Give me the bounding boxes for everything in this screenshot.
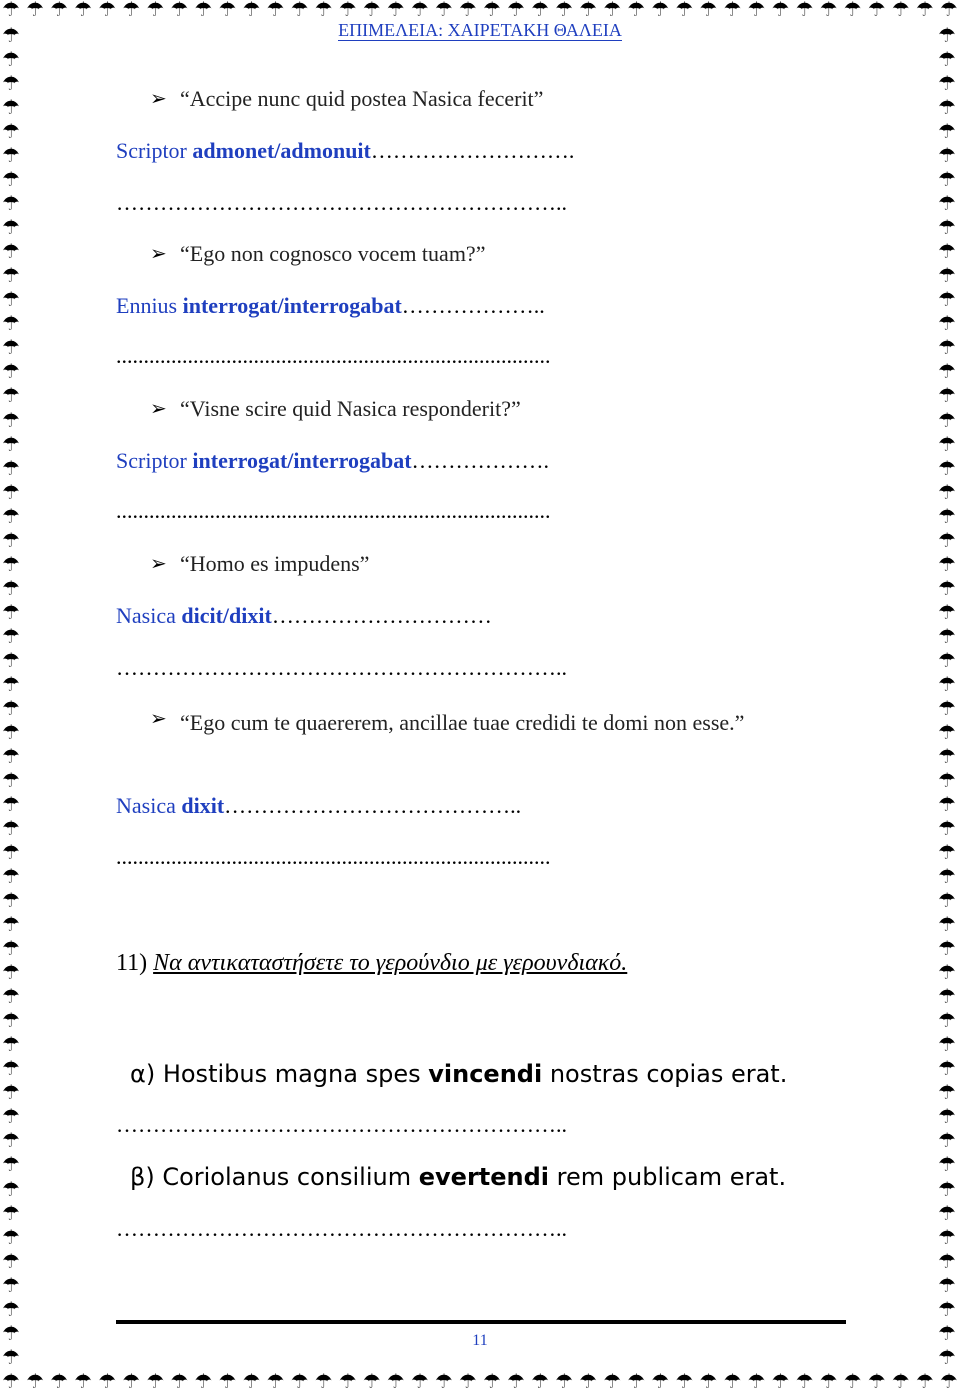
umbrella-icon: ☂ [938, 721, 956, 744]
umbrella-icon: ☂ [2, 649, 20, 672]
umbrella-icon: ☂ [938, 625, 956, 648]
umbrella-icon: ☂ [627, 1371, 646, 1393]
umbrella-icon: ☂ [410, 0, 429, 21]
umbrella-icon: ☂ [314, 1371, 333, 1393]
umbrella-icon: ☂ [938, 794, 956, 816]
umbrella-icon: ☂ [938, 697, 956, 720]
umbrella-icon: ☂ [2, 1250, 20, 1273]
umbrella-icon: ☂ [482, 0, 501, 21]
umbrella-icon: ☂ [938, 601, 956, 624]
umbrella-icon: ☂ [938, 145, 956, 168]
answer-line-1 [116, 138, 574, 164]
umbrella-icon: ☂ [699, 0, 718, 21]
umbrella-icon: ☂ [2, 986, 20, 1009]
fill-line-5: ............................................................................... [116, 844, 551, 869]
umbrella-icon: ☂ [242, 0, 261, 21]
fill-line-b: …………………………………………………….. [116, 1216, 567, 1241]
umbrella-icon: ☂ [290, 1371, 309, 1393]
umbrella-icon: ☂ [843, 1371, 862, 1393]
umbrella-icon: ☂ [410, 1371, 429, 1393]
verb: admonet/admonuit [192, 138, 371, 163]
umbrella-icon: ☂ [915, 0, 934, 21]
umbrella-icon: ☂ [938, 745, 956, 768]
umbrella-icon: ☂ [651, 1371, 670, 1393]
fill-dots: ……………….. [401, 293, 545, 318]
umbrella-icon: ☂ [938, 1250, 956, 1273]
umbrella-icon: ☂ [2, 1154, 20, 1177]
fill-dots: ………………………………….. [224, 793, 522, 818]
umbrella-icon: ☂ [2, 1298, 20, 1321]
umbrella-icon: ☂ [938, 649, 956, 672]
verb: interrogat/interrogabat [192, 448, 412, 473]
umbrella-icon: ☂ [146, 1371, 165, 1393]
footer-rule [116, 1320, 846, 1324]
section-instruction: Να αντικαταστήσετε το γερούνδιο με γερουνδιακό. [153, 950, 628, 976]
umbrella-icon: ☂ [938, 1322, 956, 1345]
item-gerund: evertendi [418, 1163, 550, 1191]
umbrella-icon: ☂ [2, 745, 20, 768]
umbrella-icon: ☂ [938, 914, 956, 937]
umbrella-icon: ☂ [915, 1371, 934, 1393]
fill-dots: ………………. [411, 448, 550, 473]
umbrella-icon: ☂ [938, 818, 956, 841]
umbrella-icon: ☂ [938, 986, 956, 1009]
umbrella-icon: ☂ [362, 1371, 381, 1393]
fill-line-2: ............................................................................... [116, 343, 551, 368]
umbrella-icon: ☂ [843, 0, 862, 21]
umbrella-icon: ☂ [2, 73, 20, 96]
umbrella-icon: ☂ [938, 241, 956, 264]
umbrella-icon: ☂ [555, 0, 574, 21]
umbrella-icon: ☂ [795, 0, 814, 21]
umbrella-icon: ☂ [2, 1274, 20, 1297]
subject: Scriptor [116, 448, 187, 473]
item-b [130, 1163, 786, 1191]
umbrella-icon: ☂ [2, 1130, 20, 1153]
umbrella-icon: ☂ [194, 0, 213, 21]
umbrella-icon: ☂ [938, 1082, 956, 1105]
subject: Nasica [116, 793, 176, 818]
fill-line-4: …………………………………………………….. [116, 655, 567, 680]
umbrella-icon: ☂ [2, 529, 20, 552]
umbrella-icon: ☂ [2, 1058, 20, 1081]
umbrella-icon: ☂ [531, 1371, 549, 1393]
umbrella-icon: ☂ [434, 1371, 453, 1393]
umbrella-icon: ☂ [74, 1371, 93, 1393]
umbrella-icon: ☂ [938, 1346, 956, 1369]
umbrella-icon: ☂ [723, 1371, 742, 1393]
verb: dixit [181, 793, 225, 818]
subject: Scriptor [116, 138, 187, 163]
umbrella-icon: ☂ [2, 0, 20, 21]
item-gerund: vincendi [428, 1060, 543, 1088]
umbrella-icon: ☂ [2, 1322, 20, 1345]
umbrella-icon: ☂ [362, 0, 381, 21]
umbrella-icon: ☂ [938, 217, 956, 240]
umbrella-icon: ☂ [2, 697, 20, 720]
umbrella-icon: ☂ [938, 1178, 956, 1201]
subject: Nasica [116, 603, 176, 628]
umbrella-icon: ☂ [938, 265, 956, 288]
umbrella-icon: ☂ [2, 721, 20, 744]
umbrella-icon: ☂ [2, 842, 20, 865]
umbrella-icon: ☂ [579, 0, 598, 21]
umbrella-icon: ☂ [938, 577, 956, 600]
umbrella-icon: ☂ [170, 0, 189, 21]
umbrella-icon: ☂ [938, 169, 956, 192]
umbrella-icon: ☂ [938, 25, 956, 47]
item-label: α) [130, 1060, 156, 1088]
umbrella-icon: ☂ [938, 1034, 956, 1057]
umbrella-icon: ☂ [98, 0, 117, 21]
umbrella-icon: ☂ [938, 1010, 956, 1033]
item-text-after: rem publicam erat. [556, 1163, 787, 1191]
umbrella-icon: ☂ [458, 1371, 477, 1393]
arrow-bullet-icon: ➢ [150, 243, 167, 265]
umbrella-icon: ☂ [675, 0, 694, 21]
arrow-bullet-icon: ➢ [150, 398, 167, 420]
umbrella-icon: ☂ [938, 529, 956, 552]
umbrella-icon: ☂ [2, 337, 20, 360]
umbrella-icon: ☂ [2, 1178, 20, 1201]
header-title: ΕΠΙΜΕΛΕΙΑ: ΧΑΙΡΕΤΑΚΗ ΘΑΛΕΙΑ [338, 20, 622, 40]
umbrella-icon: ☂ [938, 385, 956, 408]
answer-line-2 [116, 293, 545, 319]
umbrella-icon: ☂ [938, 1154, 956, 1177]
umbrella-icon: ☂ [819, 0, 838, 21]
umbrella-icon: ☂ [771, 1371, 790, 1393]
umbrella-icon: ☂ [2, 601, 20, 624]
umbrella-icon: ☂ [2, 1010, 20, 1033]
umbrella-icon: ☂ [867, 1371, 886, 1393]
umbrella-icon: ☂ [2, 938, 20, 961]
umbrella-icon: ☂ [2, 890, 20, 913]
item-label: β) [130, 1163, 155, 1191]
umbrella-icon: ☂ [146, 0, 165, 21]
umbrella-icon: ☂ [938, 121, 956, 144]
arrow-bullet-icon: ➢ [150, 553, 167, 575]
umbrella-icon: ☂ [651, 0, 670, 21]
umbrella-icon: ☂ [2, 1202, 20, 1225]
umbrella-icon: ☂ [2, 97, 20, 120]
umbrella-icon: ☂ [938, 1202, 956, 1225]
umbrella-icon: ☂ [218, 1371, 237, 1393]
umbrella-icon: ☂ [938, 361, 956, 384]
item-text-before: Coriolanus consilium [162, 1163, 412, 1191]
umbrella-icon: ☂ [891, 0, 910, 21]
umbrella-icon: ☂ [98, 1371, 117, 1393]
umbrella-icon: ☂ [2, 121, 20, 144]
quote-text: “Homo es impudens” [180, 551, 370, 576]
umbrella-icon: ☂ [938, 457, 956, 480]
fill-line-a: …………………………………………………….. [116, 1112, 567, 1137]
umbrella-icon: ☂ [938, 289, 956, 312]
umbrella-icon: ☂ [170, 1371, 189, 1393]
umbrella-icon: ☂ [938, 193, 956, 216]
umbrella-icon: ☂ [266, 1371, 285, 1393]
quote-text: “Visne scire quid Nasica responderit?” [180, 396, 521, 421]
umbrella-icon: ☂ [2, 769, 20, 792]
left-border [0, 26, 24, 1370]
umbrella-icon: ☂ [938, 313, 956, 336]
item-text-after: nostras copias erat. [549, 1060, 788, 1088]
umbrella-icon: ☂ [867, 0, 886, 21]
umbrella-icon: ☂ [2, 553, 20, 576]
umbrella-icon: ☂ [2, 433, 20, 456]
subject: Ennius [116, 293, 178, 318]
umbrella-icon: ☂ [938, 866, 956, 889]
umbrella-icon: ☂ [218, 0, 237, 21]
umbrella-icon: ☂ [2, 625, 20, 648]
umbrella-icon: ☂ [938, 1130, 956, 1153]
umbrella-icon: ☂ [2, 1106, 20, 1129]
umbrella-icon: ☂ [26, 0, 45, 21]
umbrella-icon: ☂ [938, 433, 956, 456]
umbrella-icon: ☂ [2, 1082, 20, 1105]
umbrella-icon: ☂ [74, 0, 93, 21]
quote-text: “Accipe nunc quid postea Nasica fecerit” [180, 86, 544, 111]
answer-line-5 [116, 793, 521, 819]
umbrella-icon: ☂ [242, 1371, 261, 1393]
umbrella-icon: ☂ [2, 481, 20, 504]
umbrella-icon: ☂ [2, 914, 20, 937]
umbrella-icon: ☂ [2, 241, 20, 264]
umbrella-icon: ☂ [194, 1371, 213, 1393]
umbrella-icon: ☂ [938, 337, 956, 360]
umbrella-icon: ☂ [891, 1371, 910, 1393]
umbrella-icon: ☂ [795, 1371, 814, 1393]
umbrella-icon: ☂ [2, 1034, 20, 1057]
umbrella-icon: ☂ [938, 890, 956, 913]
umbrella-icon: ☂ [555, 1371, 574, 1393]
umbrella-icon: ☂ [938, 769, 956, 792]
umbrella-icon: ☂ [2, 1226, 20, 1249]
answer-line-3 [116, 448, 549, 474]
umbrella-icon: ☂ [938, 481, 956, 504]
umbrella-icon: ☂ [434, 0, 453, 21]
umbrella-icon: ☂ [386, 1371, 405, 1393]
umbrella-icon: ☂ [938, 73, 956, 96]
umbrella-icon: ☂ [2, 265, 20, 288]
umbrella-icon: ☂ [122, 1371, 141, 1393]
umbrella-icon: ☂ [2, 457, 20, 480]
umbrella-icon: ☂ [938, 409, 956, 432]
umbrella-icon: ☂ [2, 866, 20, 889]
umbrella-icon: ☂ [938, 553, 956, 576]
umbrella-icon: ☂ [938, 49, 956, 72]
umbrella-icon: ☂ [50, 0, 69, 21]
umbrella-icon: ☂ [2, 1371, 20, 1393]
fill-dots: ………………………… [271, 603, 492, 628]
fill-dots: ………………………. [370, 138, 575, 163]
quote-text: “Ego non cognosco vocem tuam?” [180, 241, 486, 266]
arrow-bullet-icon: ➢ [150, 708, 167, 730]
page-number: 11 [472, 1332, 488, 1349]
umbrella-icon: ☂ [2, 409, 20, 432]
umbrella-icon: ☂ [458, 0, 477, 21]
umbrella-icon: ☂ [819, 1371, 838, 1393]
umbrella-icon: ☂ [603, 1371, 622, 1393]
umbrella-icon: ☂ [2, 49, 20, 72]
umbrella-icon: ☂ [938, 1274, 956, 1297]
umbrella-icon: ☂ [507, 1371, 525, 1393]
umbrella-icon: ☂ [482, 1371, 501, 1393]
umbrella-icon: ☂ [938, 842, 956, 865]
section-title [116, 950, 627, 977]
umbrella-icon: ☂ [531, 0, 549, 21]
umbrella-icon: ☂ [386, 0, 405, 21]
umbrella-icon: ☂ [2, 145, 20, 168]
umbrella-icon: ☂ [314, 0, 333, 21]
umbrella-icon: ☂ [338, 1371, 357, 1393]
umbrella-icon: ☂ [938, 673, 956, 696]
page-header [0, 20, 960, 41]
umbrella-icon: ☂ [2, 385, 20, 408]
umbrella-icon: ☂ [747, 0, 766, 21]
umbrella-icon: ☂ [122, 0, 141, 21]
umbrella-icon: ☂ [938, 1106, 956, 1129]
umbrella-icon: ☂ [2, 361, 20, 384]
umbrella-icon: ☂ [2, 794, 20, 816]
umbrella-icon: ☂ [290, 0, 309, 21]
umbrella-icon: ☂ [2, 313, 20, 336]
umbrella-icon: ☂ [2, 962, 20, 985]
answer-line-4 [116, 603, 492, 629]
umbrella-icon: ☂ [938, 505, 956, 528]
umbrella-icon: ☂ [2, 1346, 20, 1369]
section-number: 11) [116, 950, 148, 976]
umbrella-icon: ☂ [2, 169, 20, 192]
umbrella-icon: ☂ [938, 1298, 956, 1321]
umbrella-icon: ☂ [938, 1226, 956, 1249]
umbrella-icon: ☂ [266, 0, 285, 21]
umbrella-icon: ☂ [939, 1371, 958, 1393]
fill-line-1: …………………………………………………….. [116, 190, 567, 215]
item-a [130, 1060, 787, 1088]
umbrella-icon: ☂ [771, 0, 790, 21]
umbrella-icon: ☂ [338, 0, 357, 21]
umbrella-icon: ☂ [723, 0, 742, 21]
fill-line-3: ............................................................................... [116, 498, 551, 523]
umbrella-icon: ☂ [699, 1371, 718, 1393]
umbrella-icon: ☂ [2, 289, 20, 312]
umbrella-icon: ☂ [2, 818, 20, 841]
umbrella-icon: ☂ [2, 193, 20, 216]
umbrella-icon: ☂ [603, 0, 622, 21]
umbrella-icon: ☂ [507, 0, 525, 21]
umbrella-icon: ☂ [50, 1371, 69, 1393]
umbrella-icon: ☂ [675, 1371, 694, 1393]
umbrella-icon: ☂ [26, 1371, 45, 1393]
umbrella-icon: ☂ [938, 938, 956, 961]
umbrella-icon: ☂ [579, 1371, 598, 1393]
verb: dicit/dixit [181, 603, 272, 628]
arrow-bullet-icon: ➢ [150, 88, 167, 110]
umbrella-icon: ☂ [2, 25, 20, 47]
bottom-border [0, 1372, 960, 1396]
quote-text: “Ego cum te quaererem, ancillae tuae credidi te domi non esse.” [180, 710, 745, 735]
umbrella-icon: ☂ [2, 505, 20, 528]
umbrella-icon: ☂ [627, 0, 646, 21]
umbrella-icon: ☂ [2, 577, 20, 600]
umbrella-icon: ☂ [939, 0, 958, 21]
right-border [936, 26, 960, 1370]
umbrella-icon: ☂ [2, 673, 20, 696]
item-text-before: Hostibus magna spes [162, 1060, 421, 1088]
verb: interrogat/interrogabat [182, 293, 402, 318]
umbrella-icon: ☂ [938, 962, 956, 985]
umbrella-icon: ☂ [2, 217, 20, 240]
umbrella-icon: ☂ [938, 97, 956, 120]
umbrella-icon: ☂ [747, 1371, 766, 1393]
umbrella-icon: ☂ [938, 1058, 956, 1081]
